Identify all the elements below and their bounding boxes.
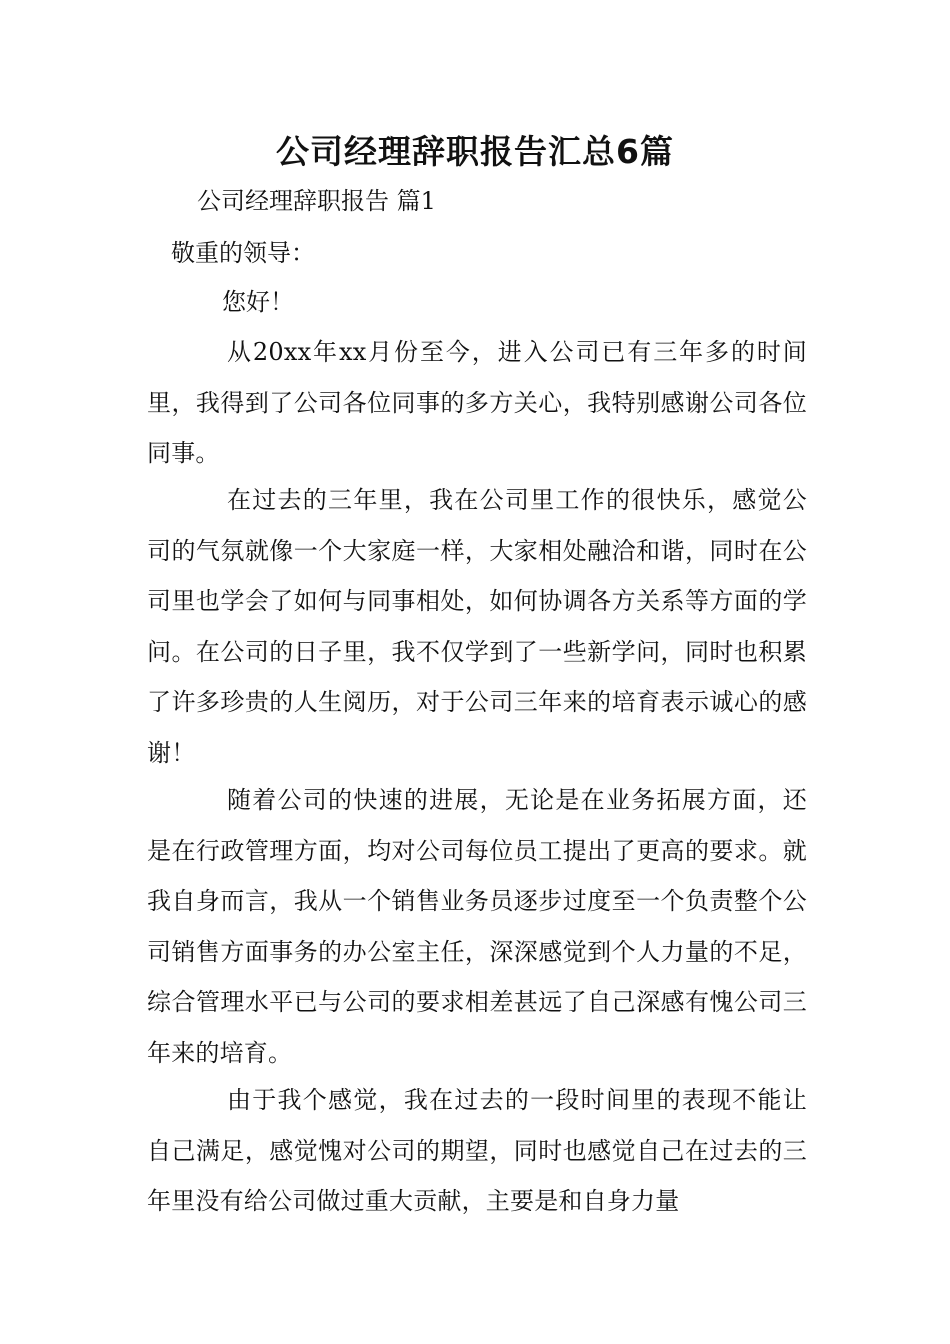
paragraph-2: 在过去的三年里，我在公司里工作的很快乐，感觉公司的气氛就像一个大家庭一样，大家相处融洽和谐，同时在公司里也学会了如何与同事相处，如何协调各方关系等方面的学问。在公司的日子里，我不仅学到了一些新学问，同时也积累了许多珍贵的人生阅历，对于公司三年来的培育表示诚心的感谢！: [147, 486, 807, 767]
document-title: 公司经理辞职报告汇总6篇: [276, 132, 674, 171]
greeting: 您好！: [222, 288, 294, 316]
paragraph-3: 随着公司的快速的进展，无论是在业务拓展方面，还是在行政管理方面，均对公司每位员工提出了更高的要求。就我自身而言，我从一个销售业务员逐步过度至一个负责整个公司销售方面事务的办公室主任，深深感觉到个人力量的不足，综合管理水平已与公司的要求相差甚远了自己深感有愧公司三年来的培育。: [147, 786, 807, 1067]
salutation: 敬重的领导：: [171, 239, 315, 267]
paragraph-4: 由于我个感觉，我在过去的一段时间里的表现不能让自己满足，感觉愧对公司的期望，同时也感觉自己在过去的三年里没有给公司做过重大贡献，主要是和自身力量: [147, 1086, 807, 1215]
paragraph-1: 从20xx年xx月份至今，进入公司已有三年多的时间里，我得到了公司各位同事的多方关心，我特别感谢公司各位同事。: [147, 338, 807, 467]
section-subtitle: 公司经理辞职报告 篇1: [197, 187, 436, 215]
